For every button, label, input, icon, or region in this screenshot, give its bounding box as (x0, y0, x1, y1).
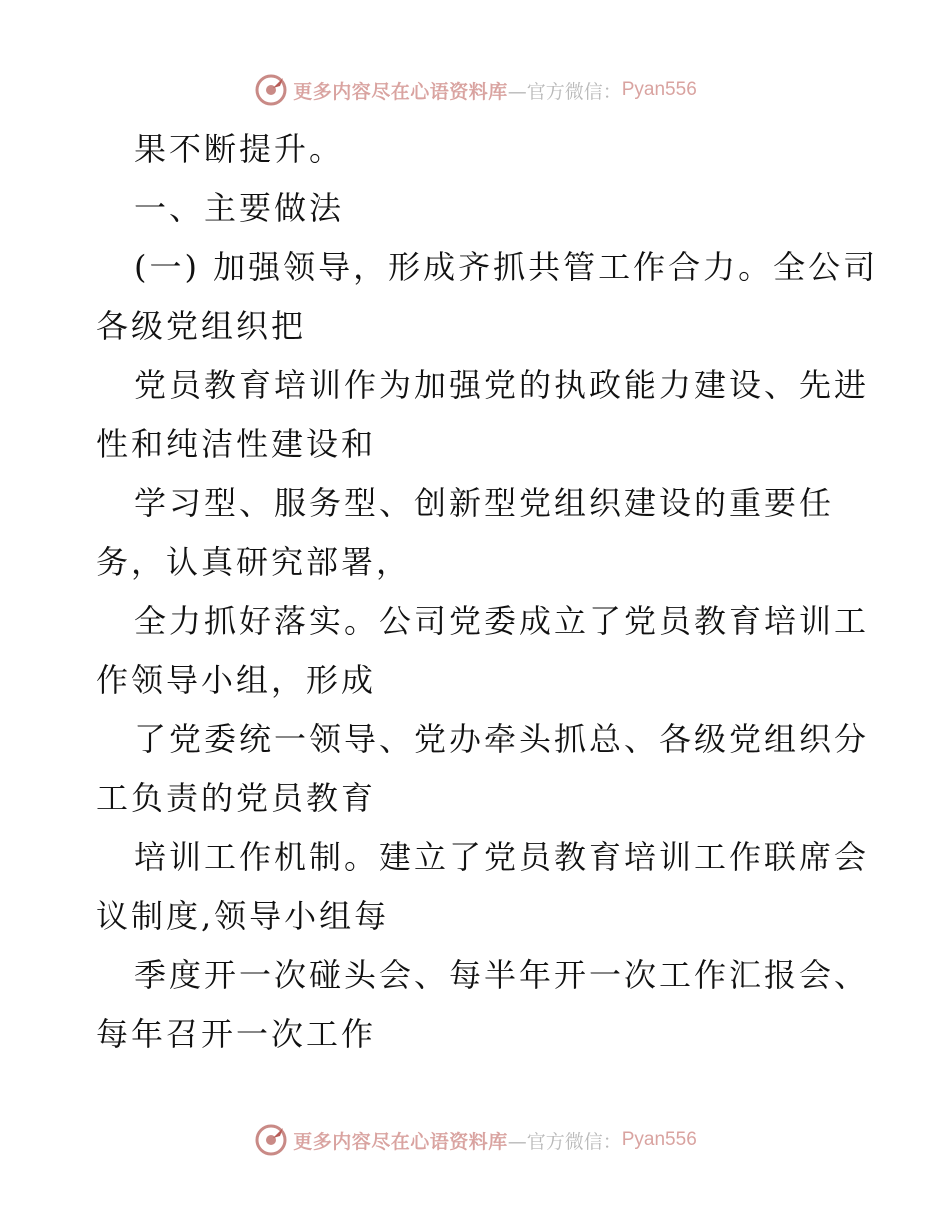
text-line: 工负责的党员教育 (96, 779, 377, 817)
text-line: 务，认真研究部署， (96, 543, 412, 581)
footer-watermark (0, 1120, 950, 1160)
section-heading: 一、主要做法 (134, 189, 345, 227)
text-line: 了党委统一领导、党办牵头抓总、各级党组织分 (134, 720, 870, 758)
watermark-official: —官方微信： (507, 80, 622, 103)
text-line: 性和纯洁性建设和 (96, 425, 377, 463)
text-line: 作领导小组，形成 (96, 661, 377, 699)
document-body (96, 120, 879, 1064)
quill-logo-icon (253, 1122, 289, 1158)
watermark-text: 更多内容尽在心语资料库 (293, 80, 508, 103)
watermark-id: Pyan556 (621, 1129, 697, 1150)
quill-logo-icon (253, 72, 289, 108)
watermark-id: Pyan556 (621, 79, 697, 100)
text-line: 全力抓好落实。公司党委成立了党员教育培训工 (134, 602, 870, 640)
watermark-official: —官方微信： (507, 1130, 622, 1153)
text-line: 各级党组织把 (96, 307, 307, 345)
text-line: 季度开一次碰头会、每半年开一次工作汇报会、 (134, 956, 870, 994)
text-line: 学习型、服务型、创新型党组织建设的重要任 (134, 484, 835, 522)
watermark-text: 更多内容尽在心语资料库 (293, 1130, 508, 1153)
text-line: 每年召开一次工作 (96, 1015, 377, 1053)
text-line: (一) 加强领导，形成齐抓共管工作合力。全公司 (134, 248, 879, 286)
text-line: 果不断提升。 (134, 130, 345, 168)
text-line: 议制度,领导小组每 (96, 897, 390, 935)
text-line: 党员教育培训作为加强党的执政能力建设、先进 (134, 366, 870, 404)
text-line: 培训工作机制。建立了党员教育培训工作联席会 (134, 838, 870, 876)
header-watermark (0, 70, 950, 110)
